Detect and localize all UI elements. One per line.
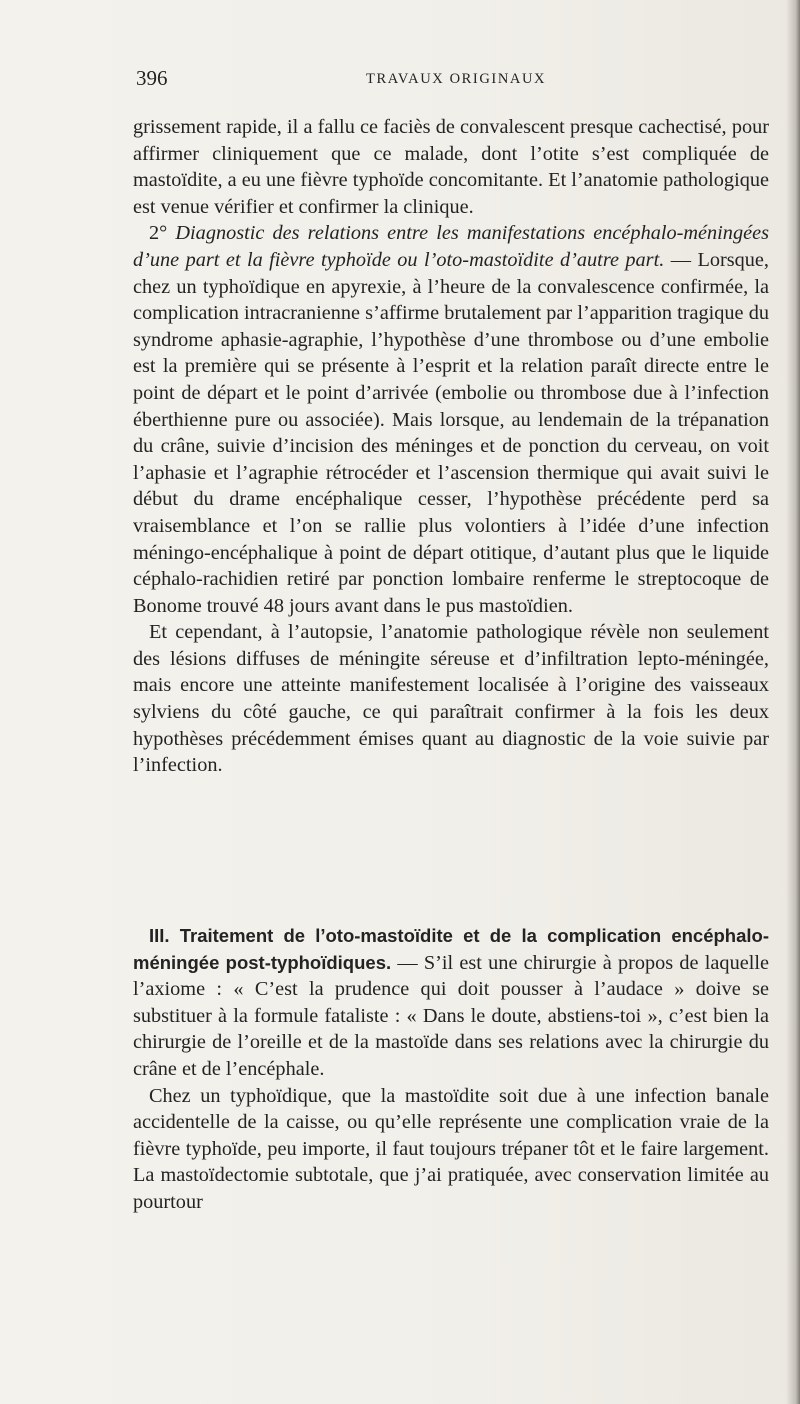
page-edge-shadow [786,0,800,1404]
section-title: III. Traitement de l’oto-mastoïdite et de la complication encéphalo-méningée post-typhoïdiques. [133,925,769,973]
page-header [136,66,770,96]
section-iii [133,923,769,1216]
paragraph-3: Et cependant, à l’autopsie, l’anatomie pathologique révèle non seulement des lésions diffuses de méningite séreuse et d’infiltration lepto-méningée, mais encore une atteinte manifestement localisée à l’origine des vaisseaux sylviens du côté gauche, ce qui paraîtrait confirmer à la fois les deux hypothèses précédemment émises quant au diagnostic de la voie suivie par l’infection. [133,621,769,777]
paragraph-2-text: — Lorsque, chez un typhoïdique en apyrexie, à l’heure de la convalescence confirmée, la complication intracranienne s’affirme brutalement par l’apparition tragique du syndrome aphasie-agraphie, l’hypothèse d’une thrombose ou d’une embolie est la première qui se présente à l’esprit et la relation paraît directe entre le point de départ et le point d’arrivée (embolie ou thrombose due à l’infection éberthienne pure ou associée). Mais lorsque, au lendemain de la trépanation du crâne, suivie d’incision des méninges et de ponction du cerveau, on voit l’aphasie et l’agraphie rétrocéder et l’ascension thermique qui avait suivi le début du drame encéphalique cesser, l’hypothèse précédente perd sa vraisemblance et l’on se rallie plus volontiers à l’idée d’une infection méningo-encéphalique à point de départ otitique, d’autant plus que le liquide céphalo-rachidien retiré par ponction lombaire renferme le streptocoque de Bonome trouvé 48 jours avant dans le pus mastoïdien. [133,248,769,617]
paragraph-2-number: 2° [149,222,168,245]
paragraph-1: grissement rapide, il a fallu ce faciès de convalescent presque cachectisé, pour affirmer cliniquement que ce malade, dont l’otite s’est compliquée de mastoïdite, a eu une fièvre typhoïde concomitante. Et l’anatomie pathologique est venue vérifier et confirmer la clinique. [133,116,769,218]
running-title: TRAVAUX ORIGINAUX [366,71,547,87]
section-paragraph-1 [133,923,769,1083]
paragraph-2 [133,220,769,619]
body-text [133,114,769,779]
page-number: 396 [136,66,168,90]
section-text: — S’il est une chirurgie à propos de laquelle l’axiome : « C’est la prudence qui doit pousser à l’audace » doive se substituer à la formule fataliste : « Dans le doute, abstiens-toi », c’est bien la chirurgie de l’oreille et de la mastoïde dans ses relations avec la chirurgie du crâne et de l’encéphale. [133,951,769,1080]
paragraph-2-heading: Diagnostic des relations entre les manifestations encéphalo-méningées d’une part et la fièvre typhoïde ou l’oto-mastoïdite d’autre part. [133,222,769,271]
section-paragraph-2: Chez un typhoïdique, que la mastoïdite soit due à une infection banale accidentelle de la caisse, ou qu’elle représente une complication vraie de la fièvre typhoïde, peu importe, il faut toujours trépaner tôt et le faire largement. La mastoïdectomie subtotale, que j’ai pratiquée, avec conservation limitée au pourtour [133,1084,769,1213]
